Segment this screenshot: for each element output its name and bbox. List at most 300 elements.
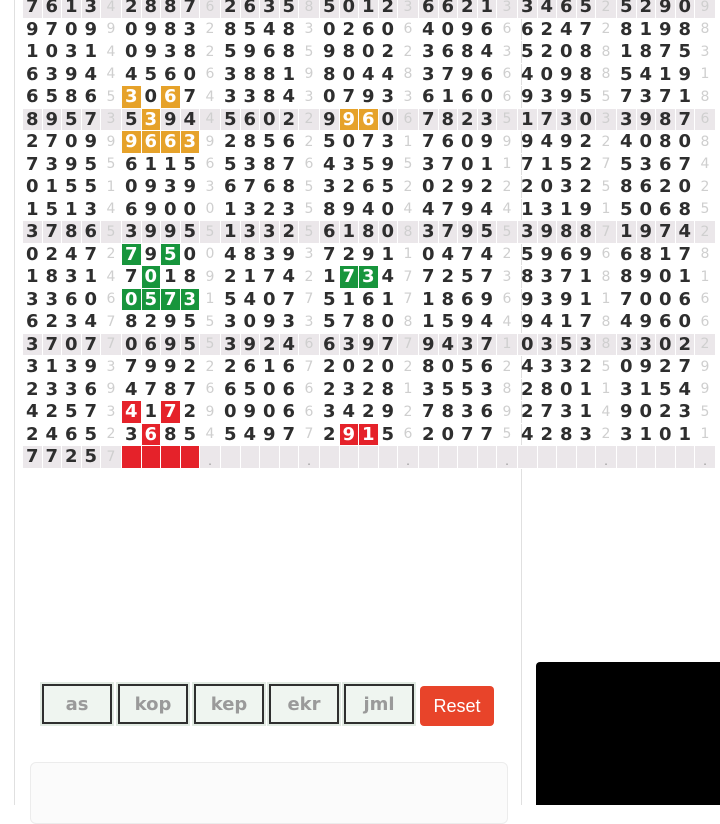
digit-cell: 2 bbox=[23, 131, 43, 154]
digit-cell: 0 bbox=[122, 333, 142, 356]
digit-cell: 0 bbox=[339, 131, 359, 154]
digit-cell: 0 bbox=[675, 311, 695, 334]
empty-input-cell[interactable] bbox=[339, 446, 359, 469]
separator-digit: 5 bbox=[695, 401, 716, 424]
separator-digit: 9 bbox=[200, 131, 221, 154]
digit-cell: 9 bbox=[260, 423, 280, 446]
digit-cell: 9 bbox=[378, 401, 398, 424]
separator-digit: 1 bbox=[497, 153, 518, 176]
ekr-button[interactable]: ekr bbox=[269, 684, 339, 724]
separator-digit: 6 bbox=[200, 63, 221, 86]
digit-cell: 1 bbox=[518, 198, 538, 221]
digit-cell: 9 bbox=[62, 153, 82, 176]
digit-cell: 4 bbox=[122, 378, 142, 401]
separator-digit: 9 bbox=[695, 0, 716, 18]
digit-cell: 7 bbox=[339, 86, 359, 109]
digit-cell: 4 bbox=[518, 356, 538, 379]
empty-input-cell[interactable] bbox=[279, 446, 299, 469]
digit-cell: 2 bbox=[537, 18, 557, 41]
digit-cell: 4 bbox=[221, 243, 241, 266]
empty-input-cell[interactable] bbox=[419, 446, 439, 469]
digit-cell: 6 bbox=[161, 131, 181, 154]
digit-cell: 4 bbox=[378, 266, 398, 289]
digit-cell: 8 bbox=[656, 131, 676, 154]
digit-cell: 1 bbox=[557, 311, 577, 334]
digit-cell: 4 bbox=[537, 0, 557, 18]
digit-cell: 5 bbox=[617, 153, 637, 176]
digit-cell: 9 bbox=[81, 356, 101, 379]
digit-cell: 7 bbox=[656, 41, 676, 64]
digit-cell: 6 bbox=[279, 131, 299, 154]
digit-cell: 2 bbox=[62, 446, 82, 469]
digit-cell: 8 bbox=[617, 176, 637, 199]
digit-cell: 3 bbox=[339, 378, 359, 401]
separator-digit: 1 bbox=[596, 378, 617, 401]
separator-digit: 3 bbox=[101, 401, 122, 424]
digit-cell: 6 bbox=[62, 423, 82, 446]
separator-digit: 8 bbox=[398, 311, 419, 334]
separator-digit: 1 bbox=[101, 176, 122, 199]
digit-cell: 8 bbox=[180, 266, 200, 289]
separator-digit: 2 bbox=[695, 221, 716, 244]
empty-input-cell[interactable] bbox=[518, 446, 538, 469]
digit-cell: 3 bbox=[161, 176, 181, 199]
separator-digit: 5 bbox=[101, 221, 122, 244]
digit-cell: 3 bbox=[537, 333, 557, 356]
digit-cell: 8 bbox=[240, 131, 260, 154]
digit-cell: 2 bbox=[636, 0, 656, 18]
grid-row bbox=[23, 198, 716, 221]
digit-cell: 1 bbox=[42, 356, 62, 379]
digit-cell: 2 bbox=[141, 311, 161, 334]
digit-cell: 9 bbox=[557, 288, 577, 311]
digit-cell: 2 bbox=[675, 333, 695, 356]
digit-cell: 6 bbox=[617, 243, 637, 266]
digit-cell: 6 bbox=[438, 131, 458, 154]
digit-cell: 7 bbox=[675, 153, 695, 176]
digit-cell: 7 bbox=[477, 423, 497, 446]
digit-cell: 7 bbox=[81, 333, 101, 356]
separator-digit: 3 bbox=[101, 108, 122, 131]
digit-cell: 6 bbox=[141, 131, 161, 154]
separator-digit: 4 bbox=[497, 198, 518, 221]
digit-cell: 7 bbox=[23, 446, 43, 469]
empty-input-cell[interactable] bbox=[636, 446, 656, 469]
digit-cell: 1 bbox=[221, 198, 241, 221]
digit-cell: 1 bbox=[62, 198, 82, 221]
digit-cell: 1 bbox=[359, 423, 379, 446]
digit-cell: 0 bbox=[260, 378, 280, 401]
empty-input-cell[interactable] bbox=[221, 446, 241, 469]
digit-cell: 0 bbox=[537, 176, 557, 199]
digit-cell: 0 bbox=[557, 378, 577, 401]
digit-cell: 2 bbox=[458, 108, 478, 131]
digit-cell: 3 bbox=[557, 401, 577, 424]
digit-cell: 8 bbox=[23, 108, 43, 131]
digit-cell: 4 bbox=[438, 333, 458, 356]
digit-cell: 8 bbox=[260, 153, 280, 176]
separator-digit: 4 bbox=[398, 198, 419, 221]
digit-cell: 2 bbox=[23, 423, 43, 446]
digit-cell: 8 bbox=[359, 221, 379, 244]
digit-cell: 3 bbox=[221, 311, 241, 334]
digit-cell: 3 bbox=[62, 311, 82, 334]
bottom-card bbox=[30, 762, 508, 824]
digit-cell: 8 bbox=[260, 63, 280, 86]
digit-cell: 0 bbox=[458, 153, 478, 176]
separator-digit: 5 bbox=[200, 333, 221, 356]
digit-cell: 6 bbox=[221, 176, 241, 199]
separator-digit: 6 bbox=[299, 333, 320, 356]
digit-cell: 6 bbox=[656, 153, 676, 176]
digit-cell: 0 bbox=[419, 243, 439, 266]
empty-input-cell[interactable] bbox=[378, 446, 398, 469]
separator-digit: 3 bbox=[101, 356, 122, 379]
grid-row bbox=[23, 86, 716, 109]
digit-cell: 3 bbox=[557, 356, 577, 379]
separator-digit: 9 bbox=[497, 131, 518, 154]
digit-cell: 1 bbox=[23, 198, 43, 221]
separator-digit: 1 bbox=[398, 243, 419, 266]
digit-cell: 6 bbox=[161, 86, 181, 109]
separator-digit: 9 bbox=[200, 401, 221, 424]
digit-cell: 5 bbox=[617, 63, 637, 86]
digit-cell: 6 bbox=[141, 423, 161, 446]
digit-cell: 4 bbox=[477, 41, 497, 64]
digit-cell: 0 bbox=[636, 198, 656, 221]
separator-digit: 3 bbox=[497, 266, 518, 289]
digit-cell: 9 bbox=[458, 198, 478, 221]
digit-cell: 1 bbox=[81, 266, 101, 289]
digit-cell: 1 bbox=[161, 266, 181, 289]
marked-input-cell[interactable] bbox=[180, 446, 200, 469]
digit-cell: 7 bbox=[161, 401, 181, 424]
digit-cell: 1 bbox=[656, 63, 676, 86]
separator-digit: 2 bbox=[398, 356, 419, 379]
reset-button[interactable]: Reset bbox=[420, 686, 494, 726]
separator-digit: 2 bbox=[200, 18, 221, 41]
digit-cell: 9 bbox=[141, 198, 161, 221]
digit-cell: 7 bbox=[81, 401, 101, 424]
digit-cell: 9 bbox=[636, 266, 656, 289]
digit-cell: 7 bbox=[122, 243, 142, 266]
digit-cell: 4 bbox=[260, 18, 280, 41]
separator-dot: . bbox=[596, 446, 617, 469]
digit-cell: 1 bbox=[656, 243, 676, 266]
digit-cell: 9 bbox=[477, 131, 497, 154]
digit-cell: 8 bbox=[260, 86, 280, 109]
digit-cell: 9 bbox=[378, 153, 398, 176]
digit-cell: 8 bbox=[636, 243, 656, 266]
separator-digit: 4 bbox=[101, 198, 122, 221]
digit-cell: 4 bbox=[23, 401, 43, 424]
digit-cell: 5 bbox=[518, 243, 538, 266]
digit-cell: 0 bbox=[23, 176, 43, 199]
empty-input-cell[interactable] bbox=[477, 446, 497, 469]
digit-cell: 6 bbox=[62, 288, 82, 311]
digit-cell: 5 bbox=[221, 108, 241, 131]
digit-cell: 3 bbox=[557, 108, 577, 131]
digit-cell: 7 bbox=[180, 0, 200, 18]
digit-cell: 0 bbox=[122, 41, 142, 64]
separator-digit: 8 bbox=[596, 311, 617, 334]
digit-cell: 6 bbox=[656, 198, 676, 221]
digit-cell: 9 bbox=[675, 63, 695, 86]
grid-row bbox=[23, 18, 716, 41]
grid-row bbox=[23, 153, 716, 176]
number-grid bbox=[22, 0, 716, 469]
empty-input-cell[interactable] bbox=[438, 446, 458, 469]
digit-cell: 2 bbox=[221, 0, 241, 18]
empty-input-cell[interactable] bbox=[240, 446, 260, 469]
grid-row bbox=[23, 356, 716, 379]
digit-cell: 9 bbox=[656, 0, 676, 18]
grid-row bbox=[23, 311, 716, 334]
digit-cell: 7 bbox=[477, 333, 497, 356]
separator-digit: 1 bbox=[398, 131, 419, 154]
digit-cell: 0 bbox=[260, 401, 280, 424]
digit-cell: 7 bbox=[42, 131, 62, 154]
digit-cell: 5 bbox=[279, 0, 299, 18]
digit-cell: 5 bbox=[617, 0, 637, 18]
digit-cell: 7 bbox=[419, 131, 439, 154]
digit-cell: 6 bbox=[477, 18, 497, 41]
digit-cell: 9 bbox=[339, 108, 359, 131]
digit-cell: 3 bbox=[537, 356, 557, 379]
digit-cell: 3 bbox=[537, 288, 557, 311]
digit-cell: 1 bbox=[279, 63, 299, 86]
separator-dot: . bbox=[200, 446, 221, 469]
separator-digit: 9 bbox=[101, 378, 122, 401]
digit-cell: 6 bbox=[675, 288, 695, 311]
separator-digit: 8 bbox=[695, 243, 716, 266]
digit-cell: 3 bbox=[62, 266, 82, 289]
digit-cell: 8 bbox=[122, 311, 142, 334]
digit-cell: 0 bbox=[675, 0, 695, 18]
kep-button[interactable]: kep bbox=[194, 684, 264, 724]
separator-digit: 2 bbox=[299, 131, 320, 154]
digit-cell: 0 bbox=[62, 333, 82, 356]
digit-cell: 2 bbox=[438, 266, 458, 289]
digit-cell: 8 bbox=[438, 288, 458, 311]
digit-cell: 6 bbox=[240, 0, 260, 18]
jml-button[interactable]: jml bbox=[344, 684, 414, 724]
digit-cell: 8 bbox=[359, 311, 379, 334]
empty-input-cell[interactable] bbox=[537, 446, 557, 469]
separator-digit: 3 bbox=[398, 86, 419, 109]
digit-cell: 5 bbox=[180, 221, 200, 244]
grid-row bbox=[23, 401, 716, 424]
digit-cell: 9 bbox=[81, 18, 101, 41]
digit-cell: 5 bbox=[378, 176, 398, 199]
digit-cell: 0 bbox=[141, 266, 161, 289]
separator-digit: 2 bbox=[695, 176, 716, 199]
digit-cell: 3 bbox=[617, 423, 637, 446]
digit-cell: 6 bbox=[458, 86, 478, 109]
separator-digit: 5 bbox=[299, 176, 320, 199]
marked-input-cell[interactable] bbox=[141, 446, 161, 469]
digit-cell: 4 bbox=[477, 198, 497, 221]
digit-cell: 9 bbox=[260, 311, 280, 334]
separator-digit: 3 bbox=[497, 0, 518, 18]
digit-cell: 9 bbox=[419, 333, 439, 356]
digit-cell: 9 bbox=[62, 63, 82, 86]
digit-cell: 4 bbox=[359, 63, 379, 86]
marked-input-cell[interactable] bbox=[161, 446, 181, 469]
empty-input-cell[interactable] bbox=[458, 446, 478, 469]
digit-cell: 4 bbox=[81, 63, 101, 86]
digit-cell: 2 bbox=[576, 356, 596, 379]
separator-digit: 6 bbox=[200, 0, 221, 18]
digit-cell: 7 bbox=[656, 86, 676, 109]
digit-cell: 6 bbox=[240, 356, 260, 379]
digit-cell: 2 bbox=[221, 131, 241, 154]
separator-digit: 1 bbox=[398, 378, 419, 401]
digit-cell: 3 bbox=[477, 378, 497, 401]
digit-cell: 1 bbox=[378, 288, 398, 311]
digit-cell: 9 bbox=[458, 221, 478, 244]
separator-digit: 6 bbox=[695, 288, 716, 311]
kop-button[interactable]: kop bbox=[118, 684, 188, 724]
separator-digit: 2 bbox=[596, 131, 617, 154]
separator-digit: 5 bbox=[497, 108, 518, 131]
digit-cell: 9 bbox=[42, 108, 62, 131]
separator-digit: 4 bbox=[596, 401, 617, 424]
digit-cell: 4 bbox=[419, 198, 439, 221]
digit-cell: 2 bbox=[438, 176, 458, 199]
digit-cell: 0 bbox=[260, 108, 280, 131]
digit-cell: 0 bbox=[636, 288, 656, 311]
separator-digit: 2 bbox=[695, 333, 716, 356]
digit-cell: 5 bbox=[62, 176, 82, 199]
marked-input-cell[interactable] bbox=[122, 446, 142, 469]
digit-cell: 0 bbox=[378, 18, 398, 41]
digit-cell: 2 bbox=[656, 176, 676, 199]
digit-cell: 0 bbox=[339, 0, 359, 18]
digit-cell: 3 bbox=[240, 153, 260, 176]
empty-input-cell[interactable] bbox=[576, 446, 596, 469]
digit-cell: 1 bbox=[675, 86, 695, 109]
separator-digit: 7 bbox=[596, 221, 617, 244]
digit-cell: 0 bbox=[378, 198, 398, 221]
digit-cell: 1 bbox=[378, 243, 398, 266]
digit-cell: 9 bbox=[458, 311, 478, 334]
separator-digit: 2 bbox=[497, 356, 518, 379]
digit-cell: 7 bbox=[42, 221, 62, 244]
digit-cell: 8 bbox=[378, 378, 398, 401]
digit-cell: 2 bbox=[518, 176, 538, 199]
digit-cell: 6 bbox=[359, 288, 379, 311]
as-button[interactable]: as bbox=[42, 684, 112, 724]
digit-cell: 5 bbox=[42, 86, 62, 109]
separator-digit: 9 bbox=[101, 18, 122, 41]
digit-cell: 1 bbox=[240, 266, 260, 289]
empty-input-cell[interactable] bbox=[260, 446, 280, 469]
empty-input-cell[interactable] bbox=[675, 446, 695, 469]
grid-row bbox=[23, 0, 716, 18]
digit-cell: 9 bbox=[636, 356, 656, 379]
digit-cell: 7 bbox=[279, 423, 299, 446]
digit-cell: 9 bbox=[141, 243, 161, 266]
digit-cell: 8 bbox=[240, 63, 260, 86]
digit-cell: 3 bbox=[42, 288, 62, 311]
digit-cell: 0 bbox=[438, 18, 458, 41]
digit-cell: 0 bbox=[438, 423, 458, 446]
digit-cell: 1 bbox=[477, 153, 497, 176]
digit-cell: 1 bbox=[675, 423, 695, 446]
digit-cell: 6 bbox=[141, 333, 161, 356]
separator-dot: . bbox=[299, 446, 320, 469]
digit-cell: 2 bbox=[42, 243, 62, 266]
digit-cell: 5 bbox=[221, 153, 241, 176]
digit-cell: 1 bbox=[576, 288, 596, 311]
digit-cell: 0 bbox=[675, 131, 695, 154]
separator-digit: 2 bbox=[596, 423, 617, 446]
digit-cell: 6 bbox=[636, 176, 656, 199]
digit-cell: 6 bbox=[81, 378, 101, 401]
digit-cell: 9 bbox=[359, 86, 379, 109]
digit-cell: 0 bbox=[62, 131, 82, 154]
empty-input-cell[interactable] bbox=[320, 446, 340, 469]
empty-input-cell[interactable] bbox=[557, 446, 577, 469]
digit-cell: 8 bbox=[161, 18, 181, 41]
digit-cell: 5 bbox=[656, 378, 676, 401]
digit-cell: 8 bbox=[617, 266, 637, 289]
digit-cell: 8 bbox=[576, 41, 596, 64]
empty-input-cell[interactable] bbox=[656, 446, 676, 469]
digit-cell: 9 bbox=[180, 176, 200, 199]
digit-cell: 3 bbox=[320, 401, 340, 424]
digit-cell: 1 bbox=[161, 153, 181, 176]
separator-digit: 2 bbox=[101, 243, 122, 266]
empty-input-cell[interactable] bbox=[359, 446, 379, 469]
digit-cell: 9 bbox=[141, 356, 161, 379]
digit-cell: 5 bbox=[141, 288, 161, 311]
digit-cell: 7 bbox=[122, 266, 142, 289]
empty-input-cell[interactable] bbox=[617, 446, 637, 469]
digit-cell: 3 bbox=[141, 108, 161, 131]
digit-cell: 4 bbox=[320, 153, 340, 176]
digit-cell: 8 bbox=[62, 221, 82, 244]
separator-digit: 9 bbox=[695, 356, 716, 379]
digit-cell: 4 bbox=[438, 243, 458, 266]
digit-cell: 7 bbox=[656, 221, 676, 244]
digit-cell: 6 bbox=[23, 63, 43, 86]
digit-cell: 0 bbox=[617, 356, 637, 379]
digit-cell: 7 bbox=[279, 288, 299, 311]
separator-digit: 2 bbox=[101, 423, 122, 446]
digit-cell: 0 bbox=[675, 176, 695, 199]
separator-digit: 8 bbox=[398, 221, 419, 244]
digit-cell: 3 bbox=[537, 266, 557, 289]
digit-cell: 8 bbox=[279, 18, 299, 41]
digit-cell: 0 bbox=[458, 131, 478, 154]
separator-digit: 4 bbox=[101, 266, 122, 289]
separator-digit: 5 bbox=[299, 41, 320, 64]
digit-cell: 6 bbox=[23, 86, 43, 109]
digit-cell: 2 bbox=[537, 41, 557, 64]
digit-cell: 7 bbox=[576, 311, 596, 334]
digit-cell: 1 bbox=[576, 266, 596, 289]
digit-cell: 1 bbox=[636, 378, 656, 401]
separator-digit: 7 bbox=[596, 153, 617, 176]
separator-digit: 2 bbox=[299, 266, 320, 289]
digit-cell: 5 bbox=[617, 198, 637, 221]
digit-cell: 2 bbox=[180, 401, 200, 424]
separator-digit: 0 bbox=[200, 243, 221, 266]
black-panel bbox=[536, 662, 720, 805]
separator-digit: 1 bbox=[596, 198, 617, 221]
